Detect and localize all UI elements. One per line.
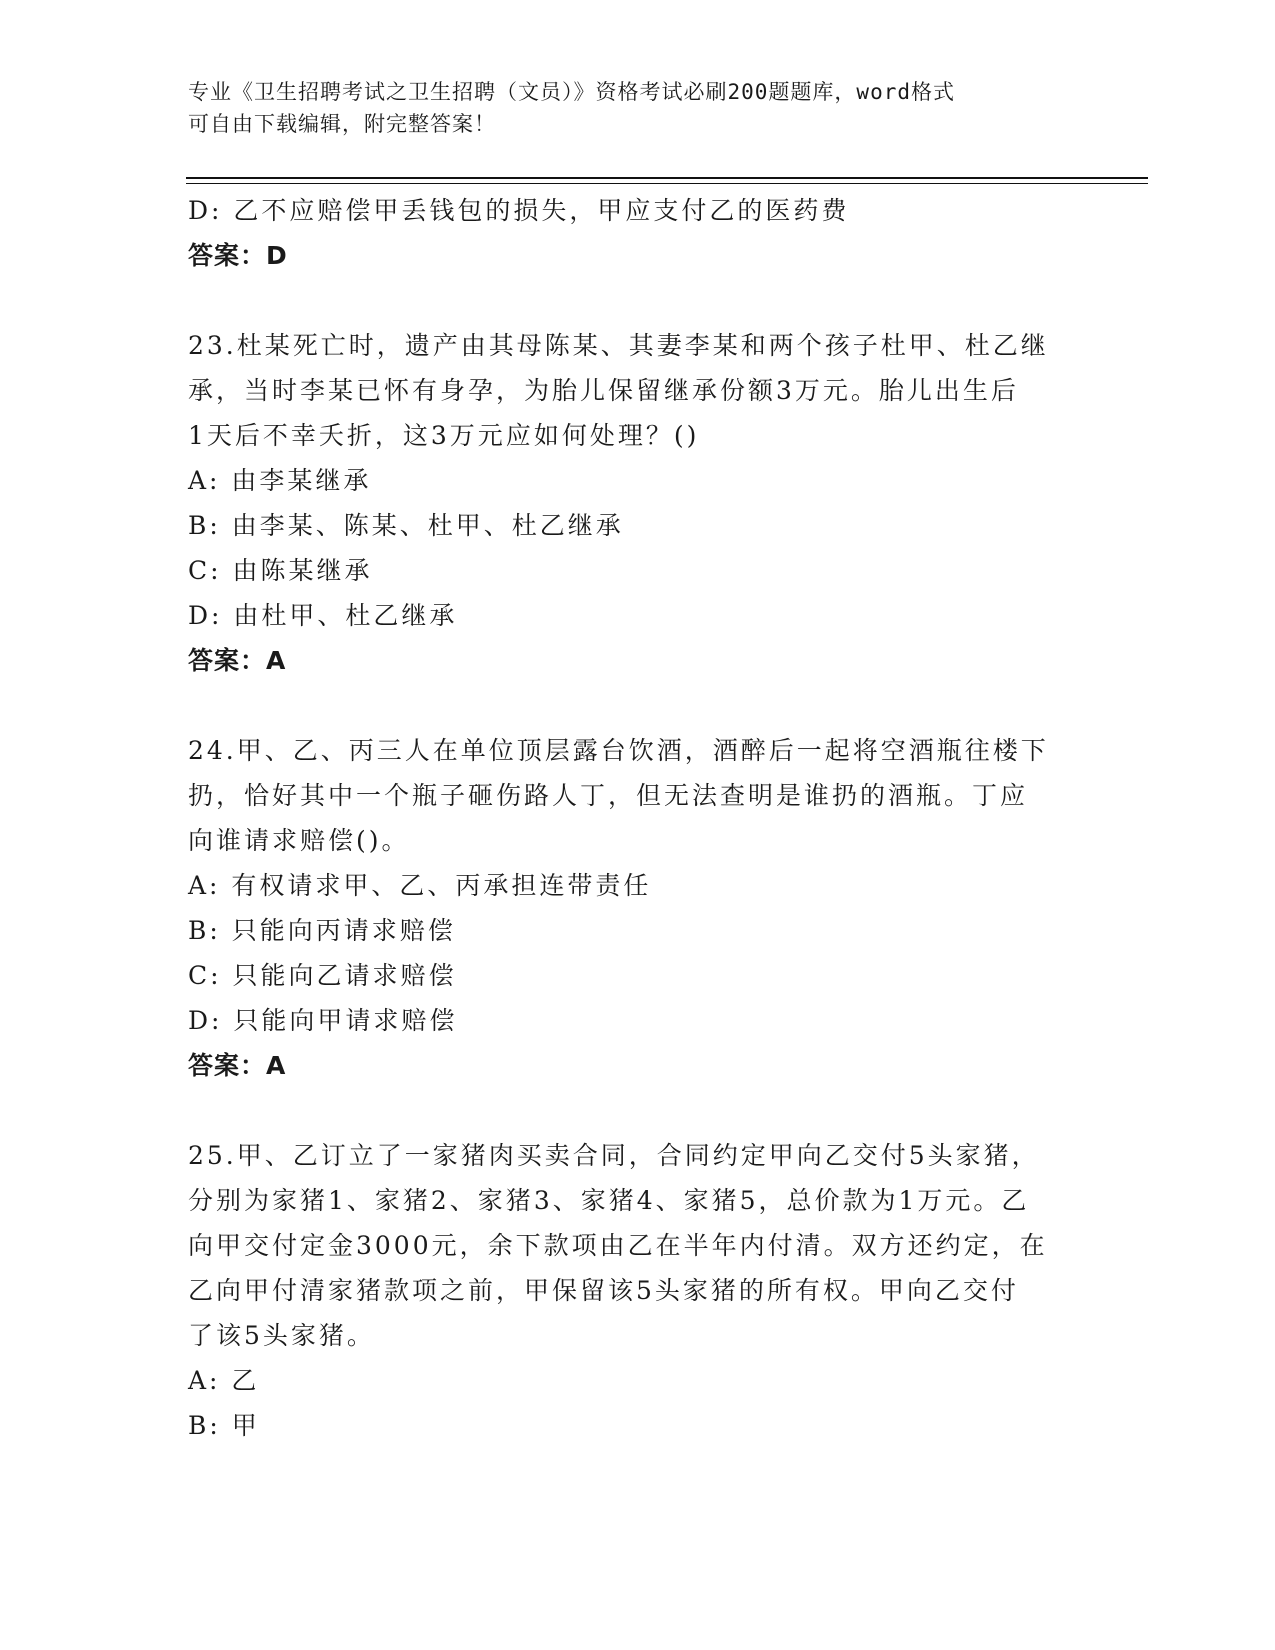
text-line: 24.甲、乙、丙三人在单位顶层露台饮酒，酒醉后一起将空酒瓶往楼下 bbox=[188, 736, 1049, 765]
text-line: 了该5头家猪。 bbox=[188, 1321, 375, 1350]
text-line: A: 乙 bbox=[188, 1366, 260, 1395]
text-line: 23.杜某死亡时，遗产由其母陈某、其妻李某和两个孩子杜甲、杜乙继 bbox=[188, 331, 1049, 360]
text-line: B: 甲 bbox=[188, 1411, 260, 1440]
block-spacer bbox=[188, 278, 1088, 323]
text-line: A: 有权请求甲、乙、丙承担连带责任 bbox=[188, 871, 652, 900]
text-line: 扔，恰好其中一个瓶子砸伤路人丁，但无法查明是谁扔的酒瓶。丁应 bbox=[188, 781, 1029, 810]
question-content bbox=[188, 188, 1088, 1448]
document-header bbox=[188, 76, 1068, 140]
header-divider-thick bbox=[186, 177, 1148, 179]
block-spacer bbox=[188, 1088, 1088, 1133]
text-line: 分别为家猪1、家猪2、家猪3、家猪4、家猪5，总价款为1万元。乙 bbox=[188, 1186, 1030, 1215]
text-line: A: 由李某继承 bbox=[188, 466, 372, 495]
text-line: C: 由陈某继承 bbox=[188, 556, 373, 585]
text-line: 承，当时李某已怀有身孕，为胎儿保留继承份额3万元。胎儿出生后 bbox=[188, 376, 1019, 405]
text-line: D: 只能向甲请求赔偿 bbox=[188, 1006, 458, 1035]
text-line: 向谁请求赔偿()。 bbox=[188, 826, 410, 855]
text-line: 25.甲、乙订立了一家猪肉买卖合同，合同约定甲向乙交付5头家猪， bbox=[188, 1141, 1040, 1170]
text-line: B: 由李某、陈某、杜甲、杜乙继承 bbox=[188, 511, 624, 540]
header-divider-thin bbox=[186, 183, 1148, 184]
text-line: 1天后不幸夭折，这3万元应如何处理？() bbox=[188, 421, 700, 450]
text-line: D: 由杜甲、杜乙继承 bbox=[188, 601, 458, 630]
header-line-1: 专业《卫生招聘考试之卫生招聘（文员）》资格考试必刷200题题库，word格式 bbox=[188, 80, 955, 104]
text-line: 乙向甲付清家猪款项之前，甲保留该5头家猪的所有权。甲向乙交付 bbox=[188, 1276, 1019, 1305]
header-line-2: 可自由下载编辑，附完整答案！ bbox=[188, 112, 496, 136]
text-line: 向甲交付定金3000元，余下款项由乙在半年内付清。双方还约定，在 bbox=[188, 1231, 1048, 1260]
text-line: D: 乙不应赔偿甲丢钱包的损失，甲应支付乙的医药费 bbox=[188, 196, 850, 225]
answer-line: 答案：A bbox=[188, 1051, 287, 1080]
text-line: B: 只能向丙请求赔偿 bbox=[188, 916, 456, 945]
answer-line: 答案：D bbox=[188, 241, 288, 270]
block-spacer bbox=[188, 683, 1088, 728]
text-line: C: 只能向乙请求赔偿 bbox=[188, 961, 457, 990]
answer-line: 答案：A bbox=[188, 646, 287, 675]
